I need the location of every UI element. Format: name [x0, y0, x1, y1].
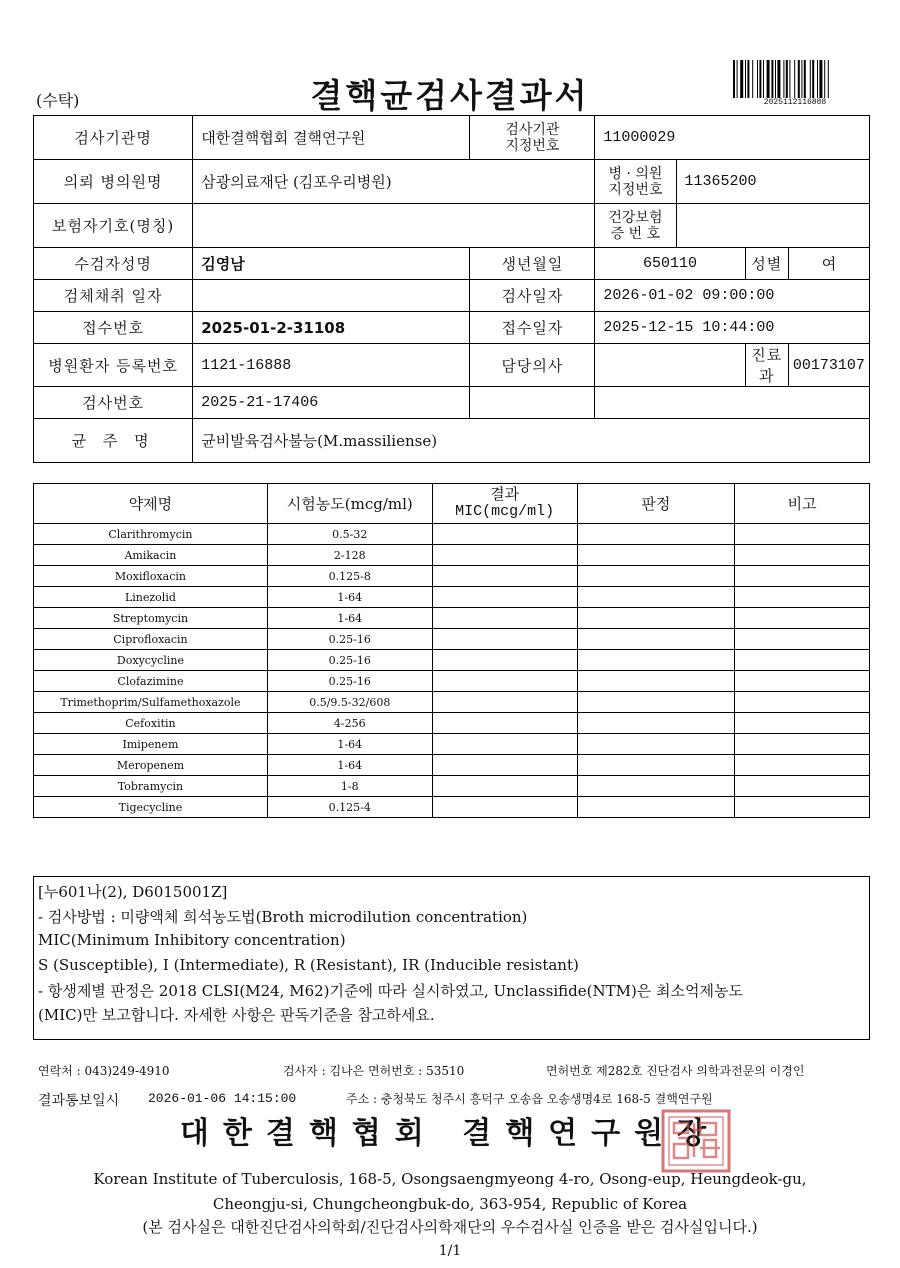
- contact-line: 연락처 : 043)249-4910: [38, 1064, 170, 1078]
- remarks-cell: [735, 545, 870, 566]
- remarks-cell: [735, 650, 870, 671]
- mic-result-cell: [432, 629, 577, 650]
- drug-name-cell: Moxifloxacin: [34, 566, 268, 587]
- referring-hospital-value: 삼광의료재단 (김포우리병원): [193, 160, 595, 204]
- hospital-code-value: 11365200: [676, 160, 869, 204]
- judgement-header: 판정: [577, 484, 735, 524]
- barcode-number: 2025112116888: [763, 98, 827, 107]
- judgement-cell: [577, 545, 735, 566]
- drug-name-cell: Amikacin: [34, 545, 268, 566]
- remarks-header: 비고: [735, 484, 870, 524]
- notes-criteria-line: - 항생제별 판정은 2018 CLSI(M24, M62)기준에 따라 실시하였고, Unclassifide(NTM)은 최소억제농도: [38, 982, 744, 1000]
- official-seal-icon: [660, 1108, 732, 1174]
- drug-name-cell: Tigecycline: [34, 797, 268, 818]
- concentration-cell: 1-64: [267, 587, 432, 608]
- notes-method-line: - 검사방법 : 미량액체 희석농도법(Broth microdilution concentration): [38, 908, 528, 926]
- examiner-line: 검사자 : 김나은 면허번호 : 53510: [283, 1064, 465, 1078]
- judgement-cell: [577, 692, 735, 713]
- judgement-cell: [577, 671, 735, 692]
- judgement-cell: [577, 608, 735, 629]
- drug-row: [34, 713, 870, 734]
- drug-name-cell: Imipenem: [34, 734, 268, 755]
- mic-result-cell: [432, 755, 577, 776]
- judgement-cell: [577, 776, 735, 797]
- patient-name-value: 김영남: [193, 248, 470, 280]
- drug-name-cell: Trimethoprim/Sulfamethoxazole: [34, 692, 268, 713]
- exam-no-value: 2025-21-17406: [193, 387, 470, 419]
- remarks-cell: [735, 629, 870, 650]
- drug-name-cell: Doxycycline: [34, 650, 268, 671]
- drug-row: [34, 755, 870, 776]
- birth-value: 650110: [595, 248, 745, 280]
- mic-result-cell: [432, 524, 577, 545]
- mic-result-cell: [432, 587, 577, 608]
- judgement-cell: [577, 734, 735, 755]
- report-date-value: 2026-01-06 14:15:00: [148, 1091, 297, 1106]
- result-header: 결과 MIC(mcg/ml): [432, 484, 577, 524]
- concentration-cell: 1-64: [267, 755, 432, 776]
- strain-label: 균 주 명: [34, 419, 193, 463]
- patient-info-table: [33, 115, 870, 463]
- department-value: 00173107: [788, 344, 869, 387]
- notes-legend-line: S (Susceptible), I (Intermediate), R (Resistant), IR (Inducible resistant): [38, 956, 579, 974]
- birth-label: 생년월일: [470, 248, 595, 280]
- drug-name-cell: Streptomycin: [34, 608, 268, 629]
- mic-result-cell: [432, 608, 577, 629]
- remarks-cell: [735, 713, 870, 734]
- remarks-cell: [735, 755, 870, 776]
- concentration-cell: 4-256: [267, 713, 432, 734]
- judgement-cell: [577, 629, 735, 650]
- exam-org-label: 검사기관명: [34, 116, 193, 160]
- receipt-date-value: 2025-12-15 10:44:00: [595, 312, 870, 344]
- judgement-cell: [577, 566, 735, 587]
- remarks-cell: [735, 671, 870, 692]
- sex-value: 여: [788, 248, 869, 280]
- drug-name-cell: Meropenem: [34, 755, 268, 776]
- department-label: 진료과: [745, 344, 788, 387]
- notes-code-line: [누601나(2), D6015001Z]: [38, 883, 228, 901]
- consign-label: (수탁): [36, 91, 80, 110]
- concentration-cell: 1-8: [267, 776, 432, 797]
- remarks-cell: [735, 797, 870, 818]
- sex-label: 성별: [745, 248, 788, 280]
- judgement-cell: [577, 755, 735, 776]
- report-date-label: 결과통보일시: [38, 1093, 120, 1109]
- exam-no-label: 검사번호: [34, 387, 193, 419]
- concentration-cell: 0.25-16: [267, 629, 432, 650]
- drug-row: [34, 587, 870, 608]
- concentration-cell: 1-64: [267, 608, 432, 629]
- receipt-no-label: 접수번호: [34, 312, 193, 344]
- doctor-value: [595, 344, 745, 387]
- remarks-cell: [735, 776, 870, 797]
- drug-name-cell: Ciprofloxacin: [34, 629, 268, 650]
- drug-header: 약제명: [34, 484, 268, 524]
- receipt-no-value: 2025-01-2-31108: [193, 312, 470, 344]
- drug-row: [34, 629, 870, 650]
- health-insurance-value: [676, 204, 869, 248]
- concentration-cell: 0.125-8: [267, 566, 432, 587]
- remarks-cell: [735, 608, 870, 629]
- exam-date-value: 2026-01-02 09:00:00: [595, 280, 870, 312]
- hospital-patient-no-label: 병원환자 등록번호: [34, 344, 193, 387]
- collection-date-value: [193, 280, 470, 312]
- mic-result-cell: [432, 692, 577, 713]
- remarks-cell: [735, 692, 870, 713]
- notes-mic-line: MIC(Minimum Inhibitory concentration): [38, 931, 346, 949]
- drug-name-cell: Tobramycin: [34, 776, 268, 797]
- drug-name-cell: Clofazimine: [34, 671, 268, 692]
- drug-susceptibility-table: [33, 483, 870, 818]
- strain-value: 균비발육검사불능(M.massiliense): [193, 419, 870, 463]
- specialist-line: 면허번호 제282호 진단검사 의학과전문의 이경인: [546, 1064, 805, 1078]
- mic-result-cell: [432, 566, 577, 587]
- mic-result-cell: [432, 545, 577, 566]
- concentration-cell: 0.125-4: [267, 797, 432, 818]
- address-line: 주소 : 충청북도 청주시 흥덕구 오송읍 오송생명4로 168-5 결핵연구원: [346, 1092, 713, 1106]
- doctor-label: 담당의사: [470, 344, 595, 387]
- exam-org-value: 대한결핵협회 결핵연구원: [193, 116, 470, 160]
- document-title: 결핵균검사결과서: [310, 76, 590, 115]
- remarks-cell: [735, 524, 870, 545]
- collection-date-label: 검체채취 일자: [34, 280, 193, 312]
- drug-name-cell: Linezolid: [34, 587, 268, 608]
- drug-row: [34, 692, 870, 713]
- barcode: [732, 60, 858, 98]
- concentration-cell: 0.5-32: [267, 524, 432, 545]
- certification-note: (본 검사실은 대한진단검사의학회/진단검사의학재단의 우수검사실 인증을 받은 검사실입니다.): [142, 1218, 758, 1236]
- exam-org-code-value: 11000029: [595, 116, 870, 160]
- notes-box: [33, 876, 870, 1040]
- judgement-cell: [577, 524, 735, 545]
- concentration-cell: 2-128: [267, 545, 432, 566]
- exam-org-code-label: 검사기관 지정번호: [470, 116, 595, 160]
- hospital-code-label: 병 · 의원 지정번호: [595, 160, 676, 204]
- judgement-cell: [577, 587, 735, 608]
- institute-head: 대한결핵협회 결핵연구원장: [179, 1116, 721, 1151]
- judgement-cell: [577, 713, 735, 734]
- mic-result-cell: [432, 776, 577, 797]
- remarks-cell: [735, 587, 870, 608]
- concentration-cell: 1-64: [267, 734, 432, 755]
- page-number: 1/1: [438, 1243, 462, 1259]
- mic-result-cell: [432, 671, 577, 692]
- health-insurance-label: 건강보험 증 번 호: [595, 204, 676, 248]
- drug-row: [34, 797, 870, 818]
- mic-result-cell: [432, 713, 577, 734]
- drug-row: [34, 608, 870, 629]
- mic-result-cell: [432, 734, 577, 755]
- exam-date-label: 검사일자: [470, 280, 595, 312]
- drug-row: [34, 524, 870, 545]
- drug-row: [34, 734, 870, 755]
- remarks-cell: [735, 566, 870, 587]
- mic-result-cell: [432, 650, 577, 671]
- concentration-cell: 0.25-16: [267, 650, 432, 671]
- notes-report-line: (MIC)만 보고합니다. 자세한 사항은 판독기준을 참고하세요.: [38, 1006, 435, 1024]
- receipt-date-label: 접수일자: [470, 312, 595, 344]
- hospital-patient-no-value: 1121-16888: [193, 344, 470, 387]
- remarks-cell: [735, 734, 870, 755]
- concentration-header: 시험농도(mcg/ml): [267, 484, 432, 524]
- judgement-cell: [577, 650, 735, 671]
- drug-row: [34, 671, 870, 692]
- insured-value: [193, 204, 595, 248]
- concentration-cell: 0.5/9.5-32/608: [267, 692, 432, 713]
- patient-name-label: 수검자성명: [34, 248, 193, 280]
- concentration-cell: 0.25-16: [267, 671, 432, 692]
- referring-hospital-label: 의뢰 병의원명: [34, 160, 193, 204]
- drug-name-cell: Cefoxitin: [34, 713, 268, 734]
- english-address-line-1: Korean Institute of Tuberculosis, 168-5, Osongsaengmyeong 4-ro, Osong-eup, Heungdeok-gu,: [93, 1170, 807, 1188]
- drug-row: [34, 776, 870, 797]
- drug-row: [34, 545, 870, 566]
- drug-name-cell: Clarithromycin: [34, 524, 268, 545]
- judgement-cell: [577, 797, 735, 818]
- mic-result-cell: [432, 797, 577, 818]
- drug-row: [34, 650, 870, 671]
- english-address-line-2: Cheongju-si, Chungcheongbuk-do, 363-954, Republic of Korea: [212, 1195, 688, 1213]
- drug-row: [34, 566, 870, 587]
- insured-label: 보험자기호(명칭): [34, 204, 193, 248]
